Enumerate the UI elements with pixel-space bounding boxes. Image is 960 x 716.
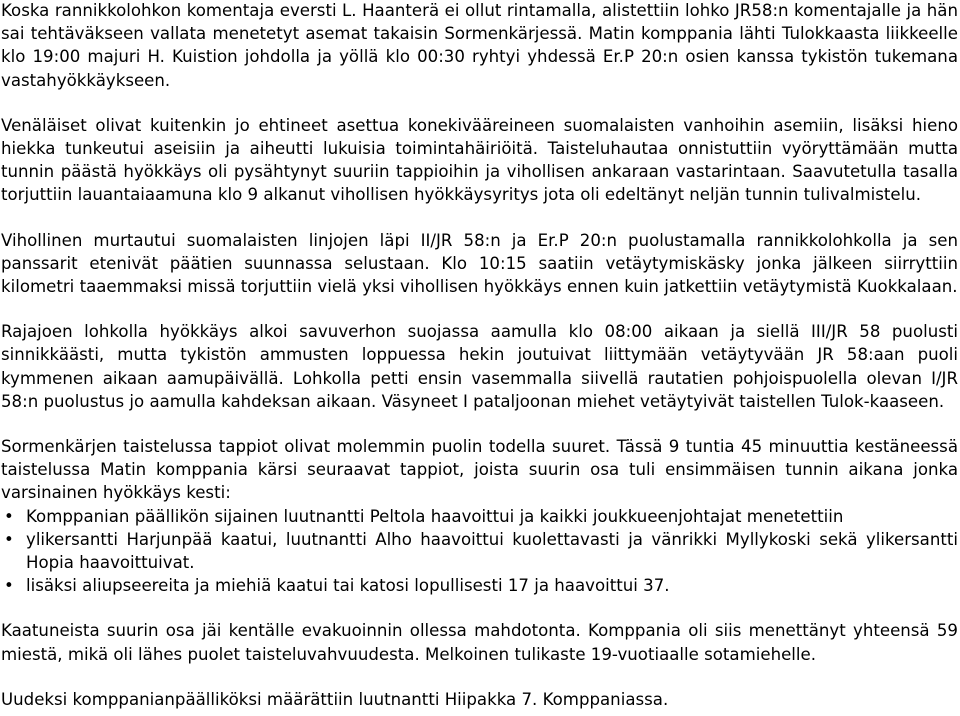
list-item-text: ylikersantti Harjunpää kaatui, luutnantti Alho haavoittui kuolettavasti ja vänrikki Myllykoski sekä ylikersantti Hopia haavoittuivat. — [26, 529, 958, 573]
list-item-text: Komppanian päällikön sijainen luutnantti Peltola haavoittui ja kaikki joukkueenjohtajat menetettiin — [26, 506, 844, 526]
paragraph-new-commander: Uudeksi komppanianpäälliköksi määrättiin luutnantti Hiipakka 7. Komppaniassa. — [1, 689, 669, 709]
paragraph-losses-intro: Sormenkärjen taistelussa tappiot olivat molemmin puolin todella suuret. Tässä 9 tuntia 45 minuuttia kestäneessä taistelussa Matin komppania kärsi seuraavat tappiot, joista suurin osa tuli ensimmäisen tunnin aikana jonka varsinainen hyökkäys kesti: — [1, 437, 958, 503]
paragraph-rajajoki-sector: Rajajoen lohkolla hyökkäys alkoi savuverhon suojassa aamulla klo 08:00 aikaan ja siellä III/JR 58 puolusti sinnikkäästi, mutta tykistön ammusten loppuessa hekin joutuivat liittymään vetäytyvään JR 58:aan puoli kymmenen aikaan aamupäivällä. Lohkolla petti ensin vasemmalla siivellä rautatien pohjoispuolella olevan I/JR 58:n puolustus jo aamulla kahdeksan aikaan. Väsyneet I pataljoonan miehet vetäytyivät taistellen Tulok-kaaseen. — [1, 322, 958, 411]
paragraph-counterattack: Koska rannikkolohkon komentaja eversti L. Haanterä ei ollut rintamalla, alistettiin lohko JR58:n komentajalle ja hän sai tehtäväkseen vallata menetetyt asemat takaisin Sormenkärjessä. Matin komppania lähti Tulokkaasta liikkeelle klo 19:00 majuri H. Kuistion johdolla ja yöllä klo 00:30 ryhtyi yhdessä Er.P 20:n osien kanssa tykistön tukemana vastahyökkäykseen. — [1, 1, 958, 90]
paragraph-spacer — [1, 666, 958, 688]
list-item — [1, 574, 958, 597]
list-item — [1, 528, 958, 574]
paragraph-spacer — [1, 92, 958, 114]
paragraph-russian-positions: Venäläiset olivat kuitenkin jo ehtineet asettua konekivääreineen suomalaisten vanhoihin asemiin, lisäksi hieno hiekka tunkeutui aseisiin ja aiheutti lukuisia toimintahäiriöitä. Taisteluhautaa onnistuttiin vyöryttämään mutta tunnin päästä hyökkäys oli pysähtynyt suuriin tappioihin ja vihollisen ankaraan vastarintaan. Saavutetulla tasalla torjuttiin lauantaiaamuna klo 9 alkanut vihollisen hyökkäysyritys jota oli edeltänyt neljän tunnin tulivalmistelu. — [1, 115, 958, 205]
list-item-text: lisäksi aliupseereita ja miehiä kaatui tai katosi lopullisesti 17 ja haavoittui 37. — [26, 576, 670, 596]
paragraph-spacer — [1, 597, 958, 619]
bullet-point: • — [4, 506, 14, 526]
list-item — [1, 505, 958, 528]
paragraph-spacer — [1, 207, 958, 229]
paragraph-fallen: Kaatuneista suurin osa jäi kentälle evakuoinnin ollessa mahdotonta. Komppania oli siis menettänyt yhteensä 59 miestä, mikä oli lähes puolet taisteluvahvuudesta. Melkoinen tulikaste 19-vuotiaalle sotamiehelle. — [1, 621, 958, 664]
bullet-point: • — [4, 529, 14, 549]
paragraph-spacer — [1, 413, 958, 435]
paragraph-breakthrough: Vihollinen murtautui suomalaisten linjojen läpi II/JR 58:n ja Er.P 20:n puolustamalla rannikkolohkolla ja sen panssarit etenivät päätien suunnassa selustaan. Klo 10:15 saatiin vetäytymiskäsky jonka jälkeen siirryttiin kilometri taaemmaksi missä torjuttiin vielä yksi vihollisen hyökkäys ennen kuin jatkettiin vetäytymistä Kuokkalaan. — [1, 230, 958, 297]
losses-list — [1, 505, 958, 598]
bullet-point: • — [4, 576, 14, 596]
paragraph-spacer — [1, 298, 958, 320]
